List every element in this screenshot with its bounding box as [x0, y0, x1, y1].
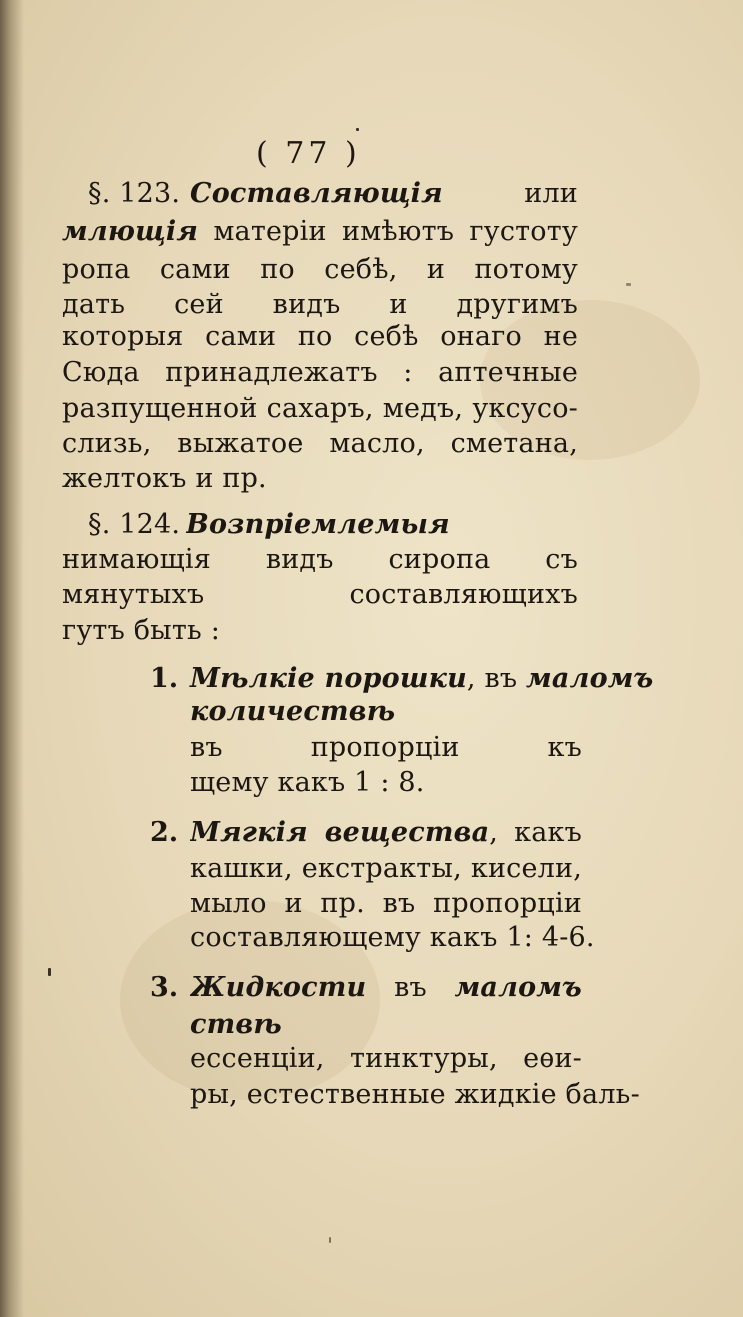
list-item-line	[190, 1008, 582, 1042]
italic-term: Мягкія вещества	[190, 817, 490, 848]
text-run: матеріи имѣютъ густоту	[213, 216, 578, 247]
list-item-number: 3.	[150, 972, 179, 1003]
text-line	[62, 215, 578, 249]
text-run: щему какъ 1 : 8.	[190, 767, 425, 798]
section-mark: §. 124.	[88, 509, 181, 540]
text-run: или	[442, 178, 578, 209]
italic-term: маломъ	[454, 972, 582, 1003]
text-line	[190, 177, 578, 211]
list-item-line	[190, 1078, 640, 1112]
text-line	[62, 392, 578, 426]
text-run: разпущенной сахаръ, медъ, уксусо-	[62, 393, 578, 424]
list-item-line	[190, 695, 582, 729]
text-line	[186, 508, 578, 542]
text-run: желтокъ и пр.	[62, 463, 267, 494]
text-run: дать сей видъ и другимъ	[62, 289, 578, 320]
text-line	[62, 356, 578, 390]
text-run: ры, естественные жидкіе баль-	[190, 1079, 640, 1110]
text-run: кашки, екстракты, кисели,	[190, 853, 582, 884]
text-line	[62, 253, 578, 287]
list-item-line	[190, 766, 425, 800]
list-item-line	[190, 662, 653, 696]
text-run: ропа сами по себѣ, и потому	[62, 254, 578, 285]
text-line	[62, 543, 578, 577]
italic-term: Составляющія	[190, 178, 443, 209]
text-run: Сюда принадлежатъ : аптечные	[62, 357, 578, 388]
text-run: нимающія видъ сиропа съ	[62, 544, 578, 575]
section-mark: §. 123.	[88, 178, 181, 209]
ink-speck	[356, 128, 359, 131]
list-item-line	[190, 731, 582, 765]
ink-speck	[48, 968, 51, 976]
italic-term: количествѣ	[190, 696, 396, 727]
text-line	[62, 614, 220, 648]
text-run: гутъ быть :	[62, 615, 220, 646]
list-item-number: 2.	[150, 817, 179, 848]
list-item-line	[190, 852, 582, 886]
list-item-line	[190, 971, 582, 1005]
list-item-line	[190, 1042, 582, 1076]
text-run: мыло и пр. въ пропорціи	[190, 888, 582, 919]
gutter-shadow	[0, 0, 24, 1317]
text-line	[62, 427, 578, 461]
italic-term: млющія	[62, 216, 199, 247]
italic-term: ствѣ	[190, 1009, 282, 1040]
text-run: въ	[366, 972, 455, 1003]
text-run: слизь, выжатое масло, сметана,	[62, 428, 578, 459]
ink-speck	[329, 1237, 331, 1243]
text-run: ессенціи, тинктуры, еѳи-	[190, 1043, 582, 1074]
text-run: въ пропорціи къ	[190, 732, 582, 763]
text-line	[62, 578, 578, 612]
list-item-line	[190, 887, 582, 921]
text-line	[62, 320, 578, 354]
italic-term: Жидкости	[190, 972, 367, 1003]
text-run: , какъ	[489, 817, 582, 848]
italic-term: маломъ	[526, 663, 654, 694]
list-item-line	[190, 921, 595, 955]
text-run: , въ	[466, 663, 527, 694]
ink-speck	[626, 283, 631, 286]
list-item-line	[190, 816, 582, 850]
text-run: мянутыхъ составляющихъ	[62, 579, 578, 610]
italic-term: Возпріемлемыя	[186, 509, 450, 540]
text-run: составляющему какъ 1: 4-6.	[190, 922, 595, 953]
text-run: которыя сами по себѣ онаго не	[62, 321, 578, 352]
text-line	[62, 288, 578, 322]
italic-term: Мѣлкіе порошки	[190, 663, 467, 694]
list-item-number: 1.	[150, 663, 179, 694]
text-line	[62, 462, 267, 496]
page-number: ( 77 )	[256, 136, 361, 171]
